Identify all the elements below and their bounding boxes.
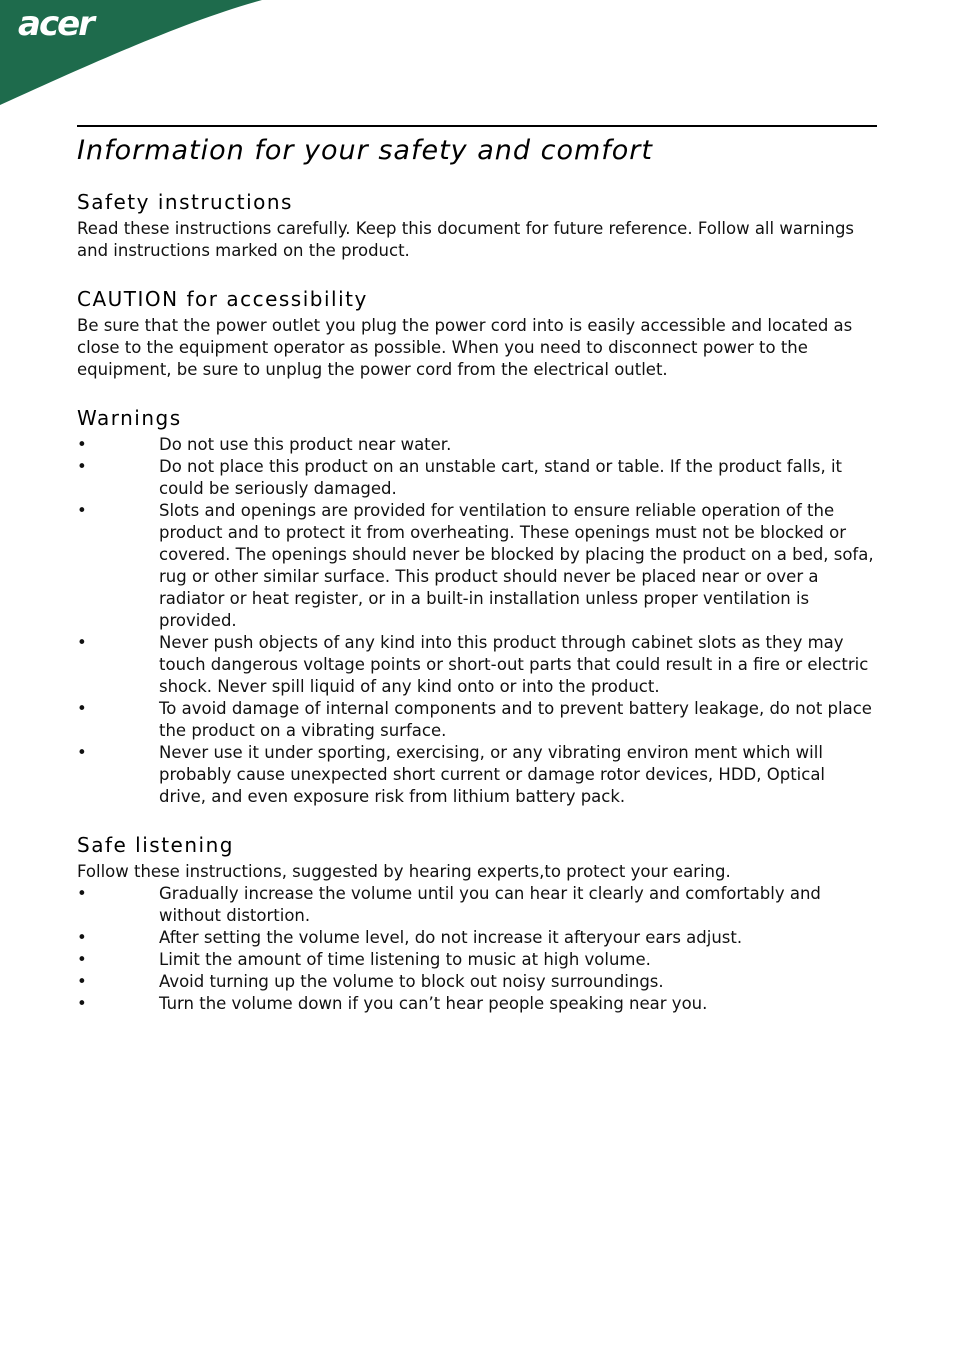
list-item	[77, 949, 877, 971]
warnings-list	[77, 434, 877, 808]
section-heading: CAUTION for accessibility	[77, 287, 368, 311]
section-safety-instructions	[77, 188, 877, 262]
bullet-icon: •	[77, 457, 87, 476]
section-body: Read these instructions carefully. Keep this document for future reference. Follow all warnings and instructions marked on the product.	[77, 219, 855, 260]
list-item	[77, 883, 877, 927]
list-item-text: Do not use this product near water.	[159, 435, 452, 454]
listening-list	[77, 883, 877, 1015]
content	[77, 188, 877, 1038]
page-title: Information for your safety and comfort	[77, 135, 653, 166]
bullet-icon: •	[77, 501, 87, 520]
bullet-icon: •	[77, 884, 87, 903]
bullet-icon: •	[77, 633, 87, 652]
bullet-icon: •	[77, 743, 87, 762]
list-item	[77, 993, 877, 1015]
list-item	[77, 632, 877, 698]
bullet-icon: •	[77, 699, 87, 718]
section-body: Be sure that the power outlet you plug the power cord into is easily accessible and located as close to the equipment operator as possible. When you need to disconnect power to the equipment, be sure to unplug the power cord from the electrical outlet.	[77, 316, 853, 379]
bullet-icon: •	[77, 435, 87, 454]
section-heading: Safe listening	[77, 833, 234, 857]
logo-text: acer	[18, 4, 93, 44]
list-item-text: Never use it under sporting, exercising, or any vibrating environ ment which will probably cause unexpected short current or damage rotor devices, HDD, Optical drive, and even exposure risk from lithium battery pack.	[159, 743, 826, 806]
section-heading: Warnings	[77, 406, 182, 430]
section-heading: Safety instructions	[77, 190, 293, 214]
list-item-text: Avoid turning up the volume to block out noisy surroundings.	[159, 972, 664, 991]
list-item-text: Gradually increase the volume until you can hear it clearly and comfortably and without distortion.	[159, 884, 821, 925]
list-item	[77, 500, 877, 632]
section-warnings	[77, 404, 877, 808]
list-item-text: Limit the amount of time listening to music at high volume.	[159, 950, 651, 969]
list-item	[77, 698, 877, 742]
list-item	[77, 434, 877, 456]
list-item	[77, 927, 877, 949]
bullet-icon: •	[77, 950, 87, 969]
list-item-text: Slots and openings are provided for ventilation to ensure reliable operation of the product and to protect it from overheating. These openings must not be blocked or covered. The openings should never be blocked by placing the product on a bed, sofa, rug or other similar surface. This product should never be placed near or over a radiator or heat register, or in a built-in installation unless proper ventilation is provided.	[159, 501, 874, 630]
section-safe-listening	[77, 831, 877, 1015]
list-item-text: After setting the volume level, do not increase it afteryour ears adjust.	[159, 928, 743, 947]
bullet-icon: •	[77, 994, 87, 1013]
list-item-text: To avoid damage of internal components and to prevent battery leakage, do not place the product on a vibrating surface.	[159, 699, 872, 740]
acer-logo	[0, 0, 270, 110]
header-rule	[77, 125, 877, 127]
list-item-text: Do not place this product on an unstable cart, stand or table. If the product falls, it could be seriously damaged.	[159, 457, 843, 498]
list-item	[77, 456, 877, 500]
section-caution-accessibility	[77, 285, 877, 381]
list-item	[77, 971, 877, 993]
section-body: Follow these instructions, suggested by hearing experts,to protect your earing.	[77, 862, 731, 881]
list-item-text: Turn the volume down if you can’t hear people speaking near you.	[159, 994, 708, 1013]
bullet-icon: •	[77, 972, 87, 991]
list-item	[77, 742, 877, 808]
bullet-icon: •	[77, 928, 87, 947]
list-item-text: Never push objects of any kind into this product through cabinet slots as they may touch dangerous voltage points or short-out parts that could result in a fire or electric shock. Never spill liquid of any kind onto or into the product.	[159, 633, 869, 696]
